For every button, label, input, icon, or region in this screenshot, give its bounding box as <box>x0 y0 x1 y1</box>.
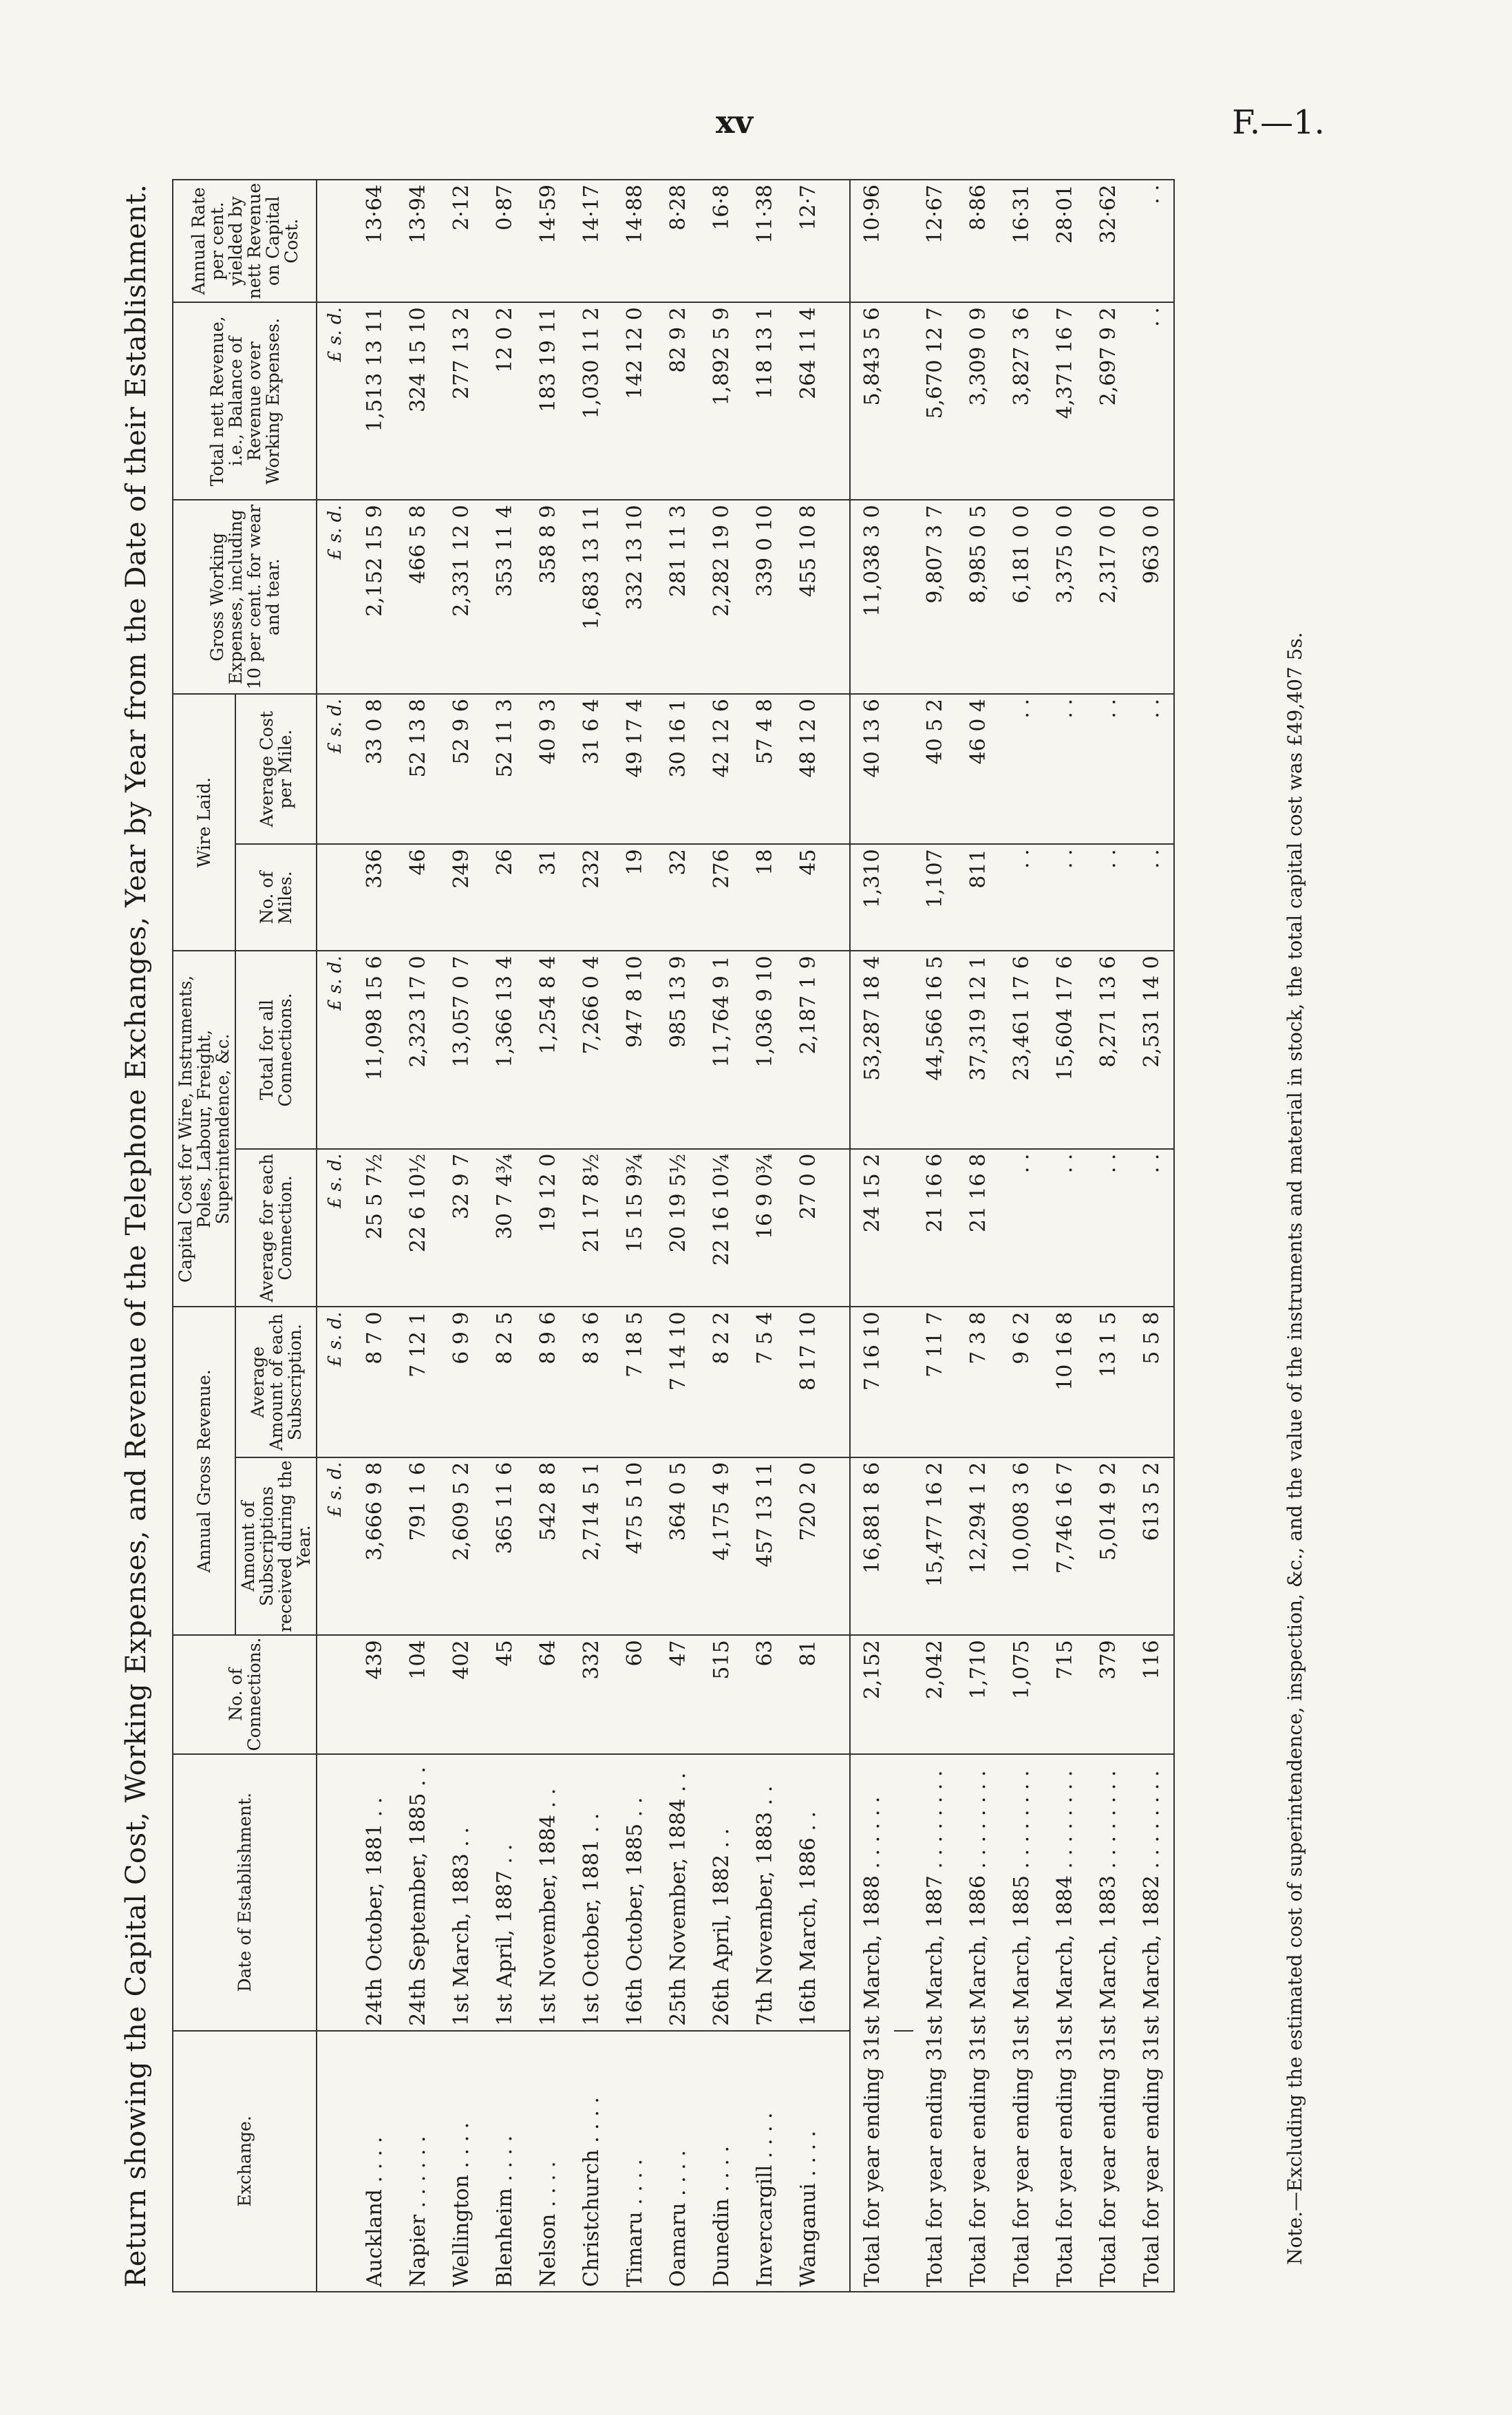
table-row <box>353 180 396 2292</box>
cell-avg-subscription: 5 5 8 <box>1130 1307 1174 1457</box>
cell-gross-working: 2,317 0 0 <box>1087 500 1130 694</box>
cell-avg-connection: 25 5 7½ <box>353 1149 396 1307</box>
cell-cost-per-mile: 30 16 1 <box>657 694 700 844</box>
unit-label: £ s. d. <box>317 1149 353 1307</box>
cell-avg-connection: . . <box>1087 1149 1130 1307</box>
cell-total-connections: 15,604 17 6 <box>1043 951 1087 1148</box>
table-row <box>787 180 830 2292</box>
report-reference: F.—1. <box>1232 103 1325 142</box>
cell-total-connections: 8,271 13 6 <box>1087 951 1130 1148</box>
table-row <box>700 180 743 2292</box>
cell-gross-working: 2,331 12 0 <box>440 500 483 694</box>
cell-label: Total for year ending 31st March, 1882 . . . . . . . . <box>1130 1754 1174 2292</box>
cell-miles: . . <box>1087 844 1130 951</box>
cell-avg-subscription: 8 2 5 <box>483 1307 526 1457</box>
cell-avg-connection: 15 15 9¾ <box>613 1149 657 1307</box>
cell-total-connections: 1,254 8 4 <box>526 951 570 1148</box>
col-avg-subscription: Average Amount of each Subscription. <box>235 1307 317 1457</box>
cell-miles: . . <box>1000 844 1043 951</box>
cell-rate: 13·64 <box>353 180 396 302</box>
cell-avg-connection: 32 9 7 <box>440 1149 483 1307</box>
cell-rate: 28·01 <box>1043 180 1087 302</box>
col-cost-per-mile: Average Cost per Mile. <box>235 694 317 844</box>
cell-gross-working: 963 0 0 <box>1130 500 1174 694</box>
cell-total-connections: 11,098 15 6 <box>353 951 396 1148</box>
cell-avg-subscription: 8 9 6 <box>526 1307 570 1457</box>
cell-subscriptions: 457 13 11 <box>743 1457 787 1636</box>
cell-avg-subscription: 7 11 7 <box>913 1307 957 1457</box>
page-number: xv <box>716 103 754 140</box>
col-gross-working: Gross Working Expenses, including 10 per cent. for wear and tear. <box>173 500 317 694</box>
cell-gross-working: 332 13 10 <box>613 500 657 694</box>
cell-empty <box>830 951 850 1148</box>
cell-rate: 16·8 <box>700 180 743 302</box>
cell-label: Total for year ending 31st March, 1888 . . . . . . <box>850 1754 894 2292</box>
unit-label: £ s. d. <box>317 951 353 1148</box>
cell-cost-per-mile: 52 9 6 <box>440 694 483 844</box>
table-row <box>396 180 440 2292</box>
spacer-row <box>830 180 850 2292</box>
cell-connections: 379 <box>1087 1635 1130 1753</box>
cell-empty <box>894 302 913 500</box>
col-miles: No. of Miles. <box>235 844 317 951</box>
cell-empty <box>830 844 850 951</box>
col-nett-revenue: Total nett Revenue, i.e., Balance of Revenue over Working Expenses. <box>173 302 317 500</box>
cell-connections: 2,152 <box>850 1635 894 1753</box>
cell-label: Timaru . . . . <box>613 2031 657 2292</box>
table-row <box>483 180 526 2292</box>
cell-connections: 332 <box>570 1635 613 1753</box>
cell-gross-working: 339 0 10 <box>743 500 787 694</box>
cell-subscriptions: 12,294 1 2 <box>957 1457 1000 1636</box>
cell-subscriptions: 720 2 0 <box>787 1457 830 1636</box>
cell-empty <box>894 844 913 951</box>
cell-subscriptions: 5,014 9 2 <box>1087 1457 1130 1636</box>
cell-avg-subscription: 8 2 2 <box>700 1307 743 1457</box>
unit-label: £ s. d. <box>317 1457 353 1636</box>
cell-date: 1st March, 1883 . . <box>440 1754 483 2031</box>
cell-subscriptions: 15,477 16 2 <box>913 1457 957 1636</box>
cell-gross-working: 358 8 9 <box>526 500 570 694</box>
cell-gross-working: 3,375 0 0 <box>1043 500 1087 694</box>
cell-avg-connection: 19 12 0 <box>526 1149 570 1307</box>
cell-nett-revenue: 1,030 11 2 <box>570 302 613 500</box>
telephone-exchange-return-table <box>172 179 1175 2292</box>
cell-gross-working: 353 11 4 <box>483 500 526 694</box>
cell-label: Total for year ending 31st March, 1884 . . . . . . . . <box>1043 1754 1087 2292</box>
cell-miles: 18 <box>743 844 787 951</box>
cell-empty <box>830 180 850 302</box>
cell-date: 16th October, 1885 . . <box>613 1754 657 2031</box>
cell-avg-subscription: 8 3 6 <box>570 1307 613 1457</box>
cell-rate: 8·28 <box>657 180 700 302</box>
cell-miles: 249 <box>440 844 483 951</box>
cell-cost-per-mile: 48 12 0 <box>787 694 830 844</box>
cell-total-connections: 44,566 16 5 <box>913 951 957 1148</box>
cell-nett-revenue: 82 9 2 <box>657 302 700 500</box>
cell-label: Christchurch . . . . <box>570 2031 613 2292</box>
cell-empty <box>894 1307 913 1457</box>
cell-rate: 2·12 <box>440 180 483 302</box>
col-connections: No. of Connections. <box>173 1635 317 1753</box>
cell-miles: 31 <box>526 844 570 951</box>
cell-avg-connection: 16 9 0¾ <box>743 1149 787 1307</box>
cell-rate: 12·7 <box>787 180 830 302</box>
cell-nett-revenue: 5,843 5 6 <box>850 302 894 500</box>
cell-subscriptions: 542 8 8 <box>526 1457 570 1636</box>
cell-miles: 32 <box>657 844 700 951</box>
cell-avg-connection: 21 16 8 <box>957 1149 1000 1307</box>
cell-connections: 402 <box>440 1635 483 1753</box>
col-subscriptions: Amount of Subscriptions received during the Year. <box>235 1457 317 1636</box>
cell-subscriptions: 10,008 3 6 <box>1000 1457 1043 1636</box>
cell-cost-per-mile: 40 5 2 <box>913 694 957 844</box>
cell-rate: 14·88 <box>613 180 657 302</box>
cell-gross-working: 11,038 3 0 <box>850 500 894 694</box>
cell-avg-subscription: 13 1 5 <box>1087 1307 1130 1457</box>
cell-empty <box>894 1635 913 1753</box>
unit-label: £ s. d. <box>317 302 353 500</box>
cell-total-connections: 985 13 9 <box>657 951 700 1148</box>
cell-cost-per-mile: 52 11 3 <box>483 694 526 844</box>
cell-rate: . . <box>1130 180 1174 302</box>
cell-label: Oamaru . . . . <box>657 2031 700 2292</box>
footnote: Note.—Excluding the estimated cost of superintendence, inspection, &c., and the value of the instruments and material in stock, the total capital cost was £49,407 5s. <box>1284 632 1306 2265</box>
cell-gross-working: 1,683 13 11 <box>570 500 613 694</box>
cell-subscriptions: 16,881 8 6 <box>850 1457 894 1636</box>
cell-total-connections: 2,187 1 9 <box>787 951 830 1148</box>
cell-rate: 0·87 <box>483 180 526 302</box>
cell-connections: 63 <box>743 1635 787 1753</box>
cell-empty <box>830 500 850 694</box>
col-date: Date of Establishment. <box>173 1754 317 2031</box>
cell-nett-revenue: 142 12 0 <box>613 302 657 500</box>
cell-date: 7th November, 1883 . . <box>743 1754 787 2031</box>
cell-empty <box>894 1754 913 2031</box>
cell-cost-per-mile: 42 12 6 <box>700 694 743 844</box>
cell-total-connections: 1,366 13 4 <box>483 951 526 1148</box>
cell-avg-subscription: 7 12 1 <box>396 1307 440 1457</box>
cell-nett-revenue: 1,892 5 9 <box>700 302 743 500</box>
cell-total-connections: 23,461 17 6 <box>1000 951 1043 1148</box>
cell-cost-per-mile: 33 0 8 <box>353 694 396 844</box>
table-row <box>1043 180 1087 2292</box>
cell-total-connections: 37,319 12 1 <box>957 951 1000 1148</box>
cell-date: 24th September, 1885 . . <box>396 1754 440 2031</box>
table-row <box>1087 180 1130 2292</box>
cell-avg-subscription: 7 5 4 <box>743 1307 787 1457</box>
cell-rate: 14·17 <box>570 180 613 302</box>
cell-gross-working: 466 5 8 <box>396 500 440 694</box>
cell-miles: . . <box>1130 844 1174 951</box>
cell-subscriptions: 791 1 6 <box>396 1457 440 1636</box>
cell-connections: 116 <box>1130 1635 1174 1753</box>
cell-avg-subscription: 10 16 8 <box>1043 1307 1087 1457</box>
cell-subscriptions: 365 11 6 <box>483 1457 526 1636</box>
cell-date: 24th October, 1881 . . <box>353 1754 396 2031</box>
cell-empty <box>894 1149 913 1307</box>
cell-cost-per-mile: . . <box>1000 694 1043 844</box>
cell-subscriptions: 3,666 9 8 <box>353 1457 396 1636</box>
spacer-row <box>894 180 913 2292</box>
cell-nett-revenue: 277 13 2 <box>440 302 483 500</box>
cell-cost-per-mile: . . <box>1130 694 1174 844</box>
cell-avg-subscription: 7 3 8 <box>957 1307 1000 1457</box>
cell-label: Napier . . . . . . <box>396 2031 440 2292</box>
cell-avg-connection: 21 16 6 <box>913 1149 957 1307</box>
cell-rate: 16·31 <box>1000 180 1043 302</box>
cell-connections: 439 <box>353 1635 396 1753</box>
cell-subscriptions: 613 5 2 <box>1130 1457 1174 1636</box>
cell-empty <box>894 1457 913 1636</box>
cell-total-connections: 2,323 17 0 <box>396 951 440 1148</box>
col-group-annual-revenue: Annual Gross Revenue. <box>173 1307 235 1635</box>
cell-nett-revenue: 183 19 11 <box>526 302 570 500</box>
col-group-wire-laid: Wire Laid. <box>173 694 235 951</box>
table-row <box>526 180 570 2292</box>
cell-rate: 12·67 <box>913 180 957 302</box>
cell-empty <box>830 694 850 844</box>
cell-cost-per-mile: 31 6 4 <box>570 694 613 844</box>
cell-label: Wellington . . . . <box>440 2031 483 2292</box>
cell-date: 1st April, 1887 . . <box>483 1754 526 2031</box>
units-row <box>317 180 353 2292</box>
cell-connections: 1,075 <box>1000 1635 1043 1753</box>
cell-gross-working: 9,807 3 7 <box>913 500 957 694</box>
cell-miles: . . <box>1043 844 1087 951</box>
cell-miles: 45 <box>787 844 830 951</box>
cell-total-connections: 7,266 0 4 <box>570 951 613 1148</box>
cell-miles: 811 <box>957 844 1000 951</box>
cell-gross-working: 6,181 0 0 <box>1000 500 1043 694</box>
cell-avg-subscription: 7 14 10 <box>657 1307 700 1457</box>
cell-total-connections: 53,287 18 4 <box>850 951 894 1148</box>
cell-rate: 14·59 <box>526 180 570 302</box>
cell-label: Blenheim . . . . <box>483 2031 526 2292</box>
cell-total-connections: 1,036 9 10 <box>743 951 787 1148</box>
cell-connections: 515 <box>700 1635 743 1753</box>
cell-gross-working: 455 10 8 <box>787 500 830 694</box>
cell-avg-connection: 27 0 0 <box>787 1149 830 1307</box>
cell-subscriptions: 2,609 5 2 <box>440 1457 483 1636</box>
cell-gross-working: 2,152 15 9 <box>353 500 396 694</box>
cell-cost-per-mile: 52 13 8 <box>396 694 440 844</box>
document-title: Return showing the Capital Cost, Working Expenses, and Revenue of the Telephone Exchanges, Year by Year from the Date of their Establishment. <box>120 184 152 2288</box>
cell-avg-subscription: 6 9 9 <box>440 1307 483 1457</box>
cell-subscriptions: 7,746 16 7 <box>1043 1457 1087 1636</box>
table-row <box>657 180 700 2292</box>
unit-label: £ s. d. <box>317 500 353 694</box>
cell-avg-connection: 20 19 5½ <box>657 1149 700 1307</box>
cell-subscriptions: 2,714 5 1 <box>570 1457 613 1636</box>
cell-total-connections: 11,764 9 1 <box>700 951 743 1148</box>
cell-empty <box>894 694 913 844</box>
cell-connections: 2,042 <box>913 1635 957 1753</box>
cell-label: Total for year ending 31st March, 1883 . . . . . . . . <box>1087 1754 1130 2292</box>
cell-empty <box>830 1754 850 2031</box>
cell-avg-subscription: 9 6 2 <box>1000 1307 1043 1457</box>
cell-avg-connection: . . <box>1043 1149 1087 1307</box>
table-row <box>613 180 657 2292</box>
cell-label: Total for year ending 31st March, 1887 . . . . . . . . <box>913 1754 957 2292</box>
cell-nett-revenue: 5,670 12 7 <box>913 302 957 500</box>
cell-empty <box>830 1149 850 1307</box>
cell-nett-revenue: 3,827 3 6 <box>1000 302 1043 500</box>
unit-label: £ s. d. <box>317 1307 353 1457</box>
col-rate: Annual Rate per cent. yielded by nett Revenue on Capital Cost. <box>173 180 317 302</box>
cell-label: Invercargill . . . . <box>743 2031 787 2292</box>
cell-rate: 13·94 <box>396 180 440 302</box>
cell-connections: 60 <box>613 1635 657 1753</box>
cell-avg-connection: . . <box>1130 1149 1174 1307</box>
cell-subscriptions: 475 5 10 <box>613 1457 657 1636</box>
cell-empty <box>894 500 913 694</box>
cell-cost-per-mile: 40 9 3 <box>526 694 570 844</box>
cell-avg-subscription: 7 18 5 <box>613 1307 657 1457</box>
cell-empty <box>894 951 913 1148</box>
cell-miles: 276 <box>700 844 743 951</box>
cell-miles: 19 <box>613 844 657 951</box>
cell-total-connections: 947 8 10 <box>613 951 657 1148</box>
unit-label: £ s. d. <box>317 694 353 844</box>
cell-connections: 45 <box>483 1635 526 1753</box>
cell-date: 25th November, 1884 . . <box>657 1754 700 2031</box>
cell-avg-subscription: 7 16 10 <box>850 1307 894 1457</box>
cell-cost-per-mile: 49 17 4 <box>613 694 657 844</box>
cell-date: 16th March, 1886 . . <box>787 1754 830 2031</box>
cell-cost-per-mile: 57 4 8 <box>743 694 787 844</box>
table-row <box>743 180 787 2292</box>
col-avg-connection: Average for each Connection. <box>235 1149 317 1307</box>
cell-date: 26th April, 1882 . . <box>700 1754 743 2031</box>
cell-connections: 47 <box>657 1635 700 1753</box>
cell-empty <box>830 1457 850 1636</box>
cell-nett-revenue: 2,697 9 2 <box>1087 302 1130 500</box>
cell-cost-per-mile: 40 13 6 <box>850 694 894 844</box>
cell-connections: 715 <box>1043 1635 1087 1753</box>
cell-cost-per-mile: 46 0 4 <box>957 694 1000 844</box>
table-row <box>1130 180 1174 2292</box>
cell-miles: 1,107 <box>913 844 957 951</box>
cell-nett-revenue: . . <box>1130 302 1174 500</box>
table-row <box>440 180 483 2292</box>
cell-connections: 104 <box>396 1635 440 1753</box>
cell-subscriptions: 4,175 4 9 <box>700 1457 743 1636</box>
cell-avg-connection: 22 6 10½ <box>396 1149 440 1307</box>
cell-empty <box>830 302 850 500</box>
cell-nett-revenue: 12 0 2 <box>483 302 526 500</box>
cell-empty <box>894 180 913 302</box>
cell-nett-revenue: 4,371 16 7 <box>1043 302 1087 500</box>
cell-avg-subscription: 8 7 0 <box>353 1307 396 1457</box>
cell-empty <box>830 2031 850 2292</box>
cell-date: 1st October, 1881 . . <box>570 1754 613 2031</box>
cell-gross-working: 2,282 19 0 <box>700 500 743 694</box>
table-row <box>957 180 1000 2292</box>
cell-empty <box>894 2031 913 2292</box>
cell-nett-revenue: 1,513 13 11 <box>353 302 396 500</box>
cell-date: 1st November, 1884 . . <box>526 1754 570 2031</box>
col-total-connections: Total for all Connections. <box>235 951 317 1148</box>
cell-label: Dunedin . . . . <box>700 2031 743 2292</box>
cell-rate: 11·38 <box>743 180 787 302</box>
table-row <box>913 180 957 2292</box>
cell-avg-connection: 22 16 10¼ <box>700 1149 743 1307</box>
cell-nett-revenue: 264 11 4 <box>787 302 830 500</box>
cell-label: Total for year ending 31st March, 1885 . . . . . . . . <box>1000 1754 1043 2292</box>
cell-avg-connection: 24 15 2 <box>850 1149 894 1307</box>
cell-label: Total for year ending 31st March, 1886 . . . . . . . . <box>957 1754 1000 2292</box>
cell-avg-connection: 30 7 4¾ <box>483 1149 526 1307</box>
cell-label: Auckland . . . . <box>353 2031 396 2292</box>
cell-avg-subscription: 8 17 10 <box>787 1307 830 1457</box>
cell-connections: 1,710 <box>957 1635 1000 1753</box>
table-row <box>570 180 613 2292</box>
cell-cost-per-mile: . . <box>1087 694 1130 844</box>
cell-miles: 232 <box>570 844 613 951</box>
col-exchange: Exchange. <box>173 2031 317 2292</box>
cell-total-connections: 2,531 14 0 <box>1130 951 1174 1148</box>
rotated-table-page <box>120 179 1332 2292</box>
cell-empty <box>830 1307 850 1457</box>
cell-miles: 336 <box>353 844 396 951</box>
cell-miles: 46 <box>396 844 440 951</box>
cell-miles: 1,310 <box>850 844 894 951</box>
cell-connections: 64 <box>526 1635 570 1753</box>
cell-nett-revenue: 324 15 10 <box>396 302 440 500</box>
cell-cost-per-mile: . . <box>1043 694 1087 844</box>
cell-gross-working: 8,985 0 5 <box>957 500 1000 694</box>
cell-connections: 81 <box>787 1635 830 1753</box>
cell-nett-revenue: 118 13 1 <box>743 302 787 500</box>
cell-miles: 26 <box>483 844 526 951</box>
cell-avg-connection: . . <box>1000 1149 1043 1307</box>
cell-avg-connection: 21 17 8½ <box>570 1149 613 1307</box>
cell-nett-revenue: 3,309 0 9 <box>957 302 1000 500</box>
cell-empty <box>830 1635 850 1753</box>
cell-rate: 10·96 <box>850 180 894 302</box>
cell-label: Nelson . . . . <box>526 2031 570 2292</box>
cell-subscriptions: 364 0 5 <box>657 1457 700 1636</box>
cell-gross-working: 281 11 3 <box>657 500 700 694</box>
col-group-capital-cost: Capital Cost for Wire, Instruments, Poles, Labour, Freight, Superintendence, &c. <box>173 951 235 1307</box>
cell-rate: 32·62 <box>1087 180 1130 302</box>
cell-total-connections: 13,057 0 7 <box>440 951 483 1148</box>
cell-rate: 8·86 <box>957 180 1000 302</box>
table-row <box>850 180 894 2292</box>
table-row <box>1000 180 1043 2292</box>
cell-label: Wanganui . . . . <box>787 2031 830 2292</box>
